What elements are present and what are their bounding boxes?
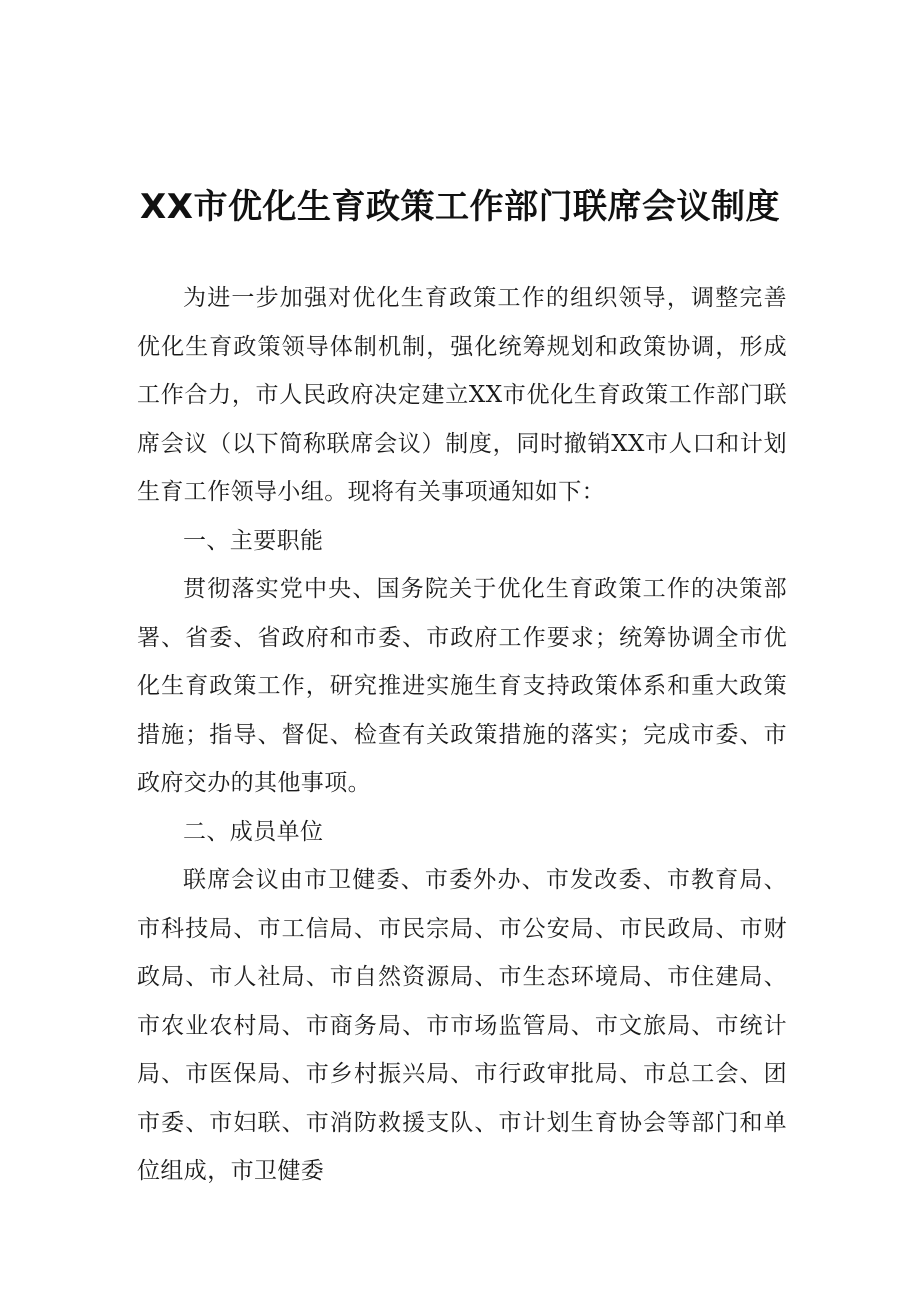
section-heading-member-units: 二、成员单位 <box>183 818 324 845</box>
section-text-main-functions: 贯彻落实党中央、国务院关于优化生育政策工作的决策部署、省委、省政府和市委、市政府工作要求；统筹协调全市优化生育政策工作，研究推进实施生育支持政策体系和重大政策措施；指导、督促、检查有关政策措施的落实；完成市委、市政府交办的其他事项。 <box>137 576 787 796</box>
section-heading-main-functions: 一、主要职能 <box>183 527 324 554</box>
document-title: XX市优化生育政策工作部门联席会议制度 <box>140 187 780 227</box>
document-body <box>137 274 787 1196</box>
section-text-member-units: 联席会议由市卫健委、市委外办、市发改委、市教育局、市科技局、市工信局、市民宗局、市公安局、市民政局、市财政局、市人社局、市自然资源局、市生态环境局、市住建局、市农业农村局、市商务局、市市场监管局、市文旅局、市统计局、市医保局、市乡村振兴局、市行政审批局、市总工会、团市委、市妇联、市消防救援支队、市计划生育协会等部门和单位组成，市卫健委 <box>137 867 787 1184</box>
intro-paragraph: 为进一步加强对优化生育政策工作的组织领导，调整完善优化生育政策领导体制机制，强化统筹规划和政策协调，形成工作合力，市人民政府决定建立XX市优化生育政策工作部门联席会议（以下简称联席会议）制度，同时撤销XX市人口和计划生育工作领导小组。现将有关事项通知如下： <box>137 285 787 505</box>
